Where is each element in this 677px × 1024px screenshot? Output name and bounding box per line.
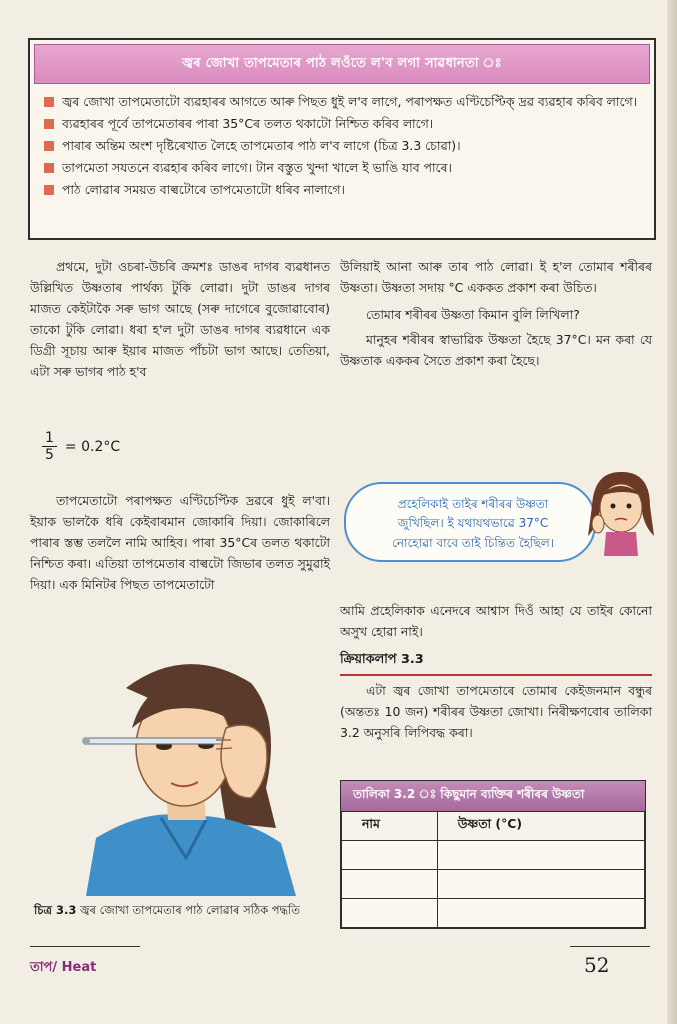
figure-label: চিত্ৰ 3.3	[34, 903, 77, 917]
thermometer-reading-illustration	[66, 648, 306, 896]
column-header-name: নাম	[342, 812, 438, 841]
caution-item: তাপমেতা সযতনে ব্যৱহাৰ কৰিব লাগে। টান বস্তুত খুন্দা খালে ই ভাঙি যাব পাৰে।	[44, 158, 644, 177]
caution-item: পাৰাৰ অন্তিম অংশ দৃষ্টিৰেখাত লৈহে তাপমেতাৰ পাঠ ল'ব লাগে (চিত্ৰ 3.3 চোৱা)।	[44, 136, 644, 155]
left-column-lower	[30, 490, 330, 595]
right-paragraph-3: মানুহৰ শৰীৰৰ স্বাভাৱিক উষ্ণতা হৈছে 37°C। মন কৰা যে উষ্ণতাক এককৰ সৈতে প্ৰকাশ কৰা হৈছে।	[340, 332, 652, 368]
footer-divider-left	[30, 946, 140, 947]
fraction-equation	[42, 430, 120, 463]
table-row	[342, 841, 645, 870]
fraction-result: = 0.2°C	[64, 438, 121, 455]
left-column	[30, 256, 330, 382]
table-grid	[341, 811, 645, 928]
activity-paragraph: এটা জ্বৰ জোখা তাপমেতাৰে তোমাৰ কেইজনমান বন্ধুৰ (অন্ততঃ 10 জন) শৰীৰৰ উষ্ণতা জোখা। নিৰীক্ষণবোৰ তালিকা 3.2 অনুসৰি লিপিবদ্ধ কৰা।	[340, 683, 652, 740]
figure-caption-text: জ্বৰ জোখা তাপমেতাৰ পাঠ লোৱাৰ সঠিক পদ্ধতি	[79, 903, 300, 917]
page-number: 52	[584, 953, 610, 977]
table-cell	[342, 841, 438, 870]
bubble-line: প্ৰহেলিকাই তাইৰ শৰীৰৰ উষ্ণতা	[397, 497, 549, 511]
right-paragraph-1: উলিয়াই আনা আৰু তাৰ পাঠ লোৱা। ই হ'ল তোমাৰ শৰীৰৰ উষ্ণতা। উষ্ণতা সদায় °C এককত প্ৰকাশ কৰা উচিত।	[340, 259, 652, 295]
girl-worried-icon	[584, 466, 656, 556]
caution-item: জ্বৰ জোখা তাপমেতাটো ব্যৱহাৰৰ আগতে আৰু পিছত ধুই ল'ব লাগে, পৰাপক্ষত এণ্টিচেপ্টিক্ দ্ৰৱ ব্যৱহাৰ কৰিব লাগে।	[44, 92, 644, 111]
table-row	[342, 870, 645, 899]
footer-divider-right	[570, 946, 650, 947]
right-paragraph-2: তোমাৰ শৰীৰৰ উষ্ণতা কিমান বুলি লিখিলা?	[366, 307, 580, 322]
figure-caption	[34, 902, 334, 918]
right-paragraph-4: আমি প্ৰহেলিকাক এনেদৰে আশ্বাস দিওঁ আহা যে তাইৰ কোনো অসুখ হোৱা নাই।	[340, 603, 652, 639]
activity-body	[340, 680, 652, 743]
temperature-table	[340, 780, 646, 929]
left-paragraph-2: তাপমেতাটো পৰাপক্ষত এণ্টিচেপ্টিক দ্ৰৱৰে ধুই ল'বা। ইয়াক ভালকৈ ধৰি কেইবাৰমান জোকাৰি দিয়া। জোকাৰিলে পাৰাৰ স্তম্ভ তললৈ নামি আহিব। পাৰা 35°Cৰ তলত থকাটো নিশ্চিত কৰা। এতিয়া তাপমেতাৰ বাল্বটো জিভাৰ তলত সুমুৱাই দিয়া। এক মিনিটৰ পিছত তাপমেতাটো	[30, 493, 330, 592]
square-bullet-icon	[44, 163, 54, 173]
fraction-denominator: 5	[45, 447, 54, 463]
caution-item: ব্যৱহাৰৰ পূৰ্বে তাপমেতাৰৰ পাৰা 35°Cৰ তলত থকাটো নিশ্চিত কৰিব লাগে।	[44, 114, 644, 133]
caution-box	[28, 38, 656, 240]
table-cell	[437, 899, 644, 928]
caution-list	[30, 92, 654, 199]
table-cell	[437, 870, 644, 899]
square-bullet-icon	[44, 119, 54, 129]
chapter-footer: তাপ/ Heat	[30, 960, 97, 975]
thought-bubble-group	[336, 466, 654, 576]
column-header-temperature: উষ্ণতা (°C)	[437, 812, 644, 841]
right-column	[340, 256, 652, 371]
bubble-line: জুখিছিল। ই যথাযথভাৱে 37°C	[397, 516, 549, 530]
square-bullet-icon	[44, 185, 54, 195]
table-cell	[342, 899, 438, 928]
table-cell	[342, 870, 438, 899]
fraction-numerator: 1	[42, 430, 57, 447]
fraction	[42, 430, 57, 463]
caution-title: জ্বৰ জোখা তাপমেতাৰ পাঠ লওঁতে ল'ব লগা সাৱধানতা ঃ	[34, 44, 650, 84]
right-column-lower	[340, 600, 652, 642]
caution-item: পাঠ লোৱাৰ সময়ত বাল্বটোৰে তাপমেতাটো ধৰিব নালাগে।	[44, 180, 644, 199]
girl-reading-thermometer-icon	[66, 648, 306, 896]
left-paragraph-1: প্ৰথমে, দুটা ওচৰা-উচৰি ক্ৰমশঃ ডাঙৰ দাগৰ ব্যৱধানত উল্লিখিত উষ্ণতাৰ পাৰ্থক্য টুকি লোৱা। দুটা ডাঙৰ দাগৰ মাজত কেইটাকৈ সৰু ভাগ আছে (সৰু দাগেৰে বুজোৱাবোৰ) তাকো টুকি লোৱা। ধৰা হ'ল দুটা ডাঙৰ দাগৰ ব্যৱধানে এক ডিগ্ৰী সূচায় আৰু ইয়াৰ মাজত পাঁচটা ভাগ আছে। তেতিয়া, এটা সৰু ভাগৰ পাঠ হ'ব	[30, 259, 330, 379]
square-bullet-icon	[44, 141, 54, 151]
bubble-line: নোহোৱা বাবে তাই চিন্তিত হৈছিল।	[392, 536, 554, 550]
thought-bubble	[344, 482, 596, 562]
table-title: তালিকা 3.2 ঃ কিছুমান ব্যক্তিৰ শৰীৰৰ উষ্ণতা	[341, 781, 645, 811]
table-header-row	[342, 812, 645, 841]
activity-title: ক্ৰিয়াকলাপ 3.3	[340, 650, 652, 676]
table-row	[342, 899, 645, 928]
page-edge	[667, 0, 677, 1024]
square-bullet-icon	[44, 97, 54, 107]
table-cell	[437, 841, 644, 870]
